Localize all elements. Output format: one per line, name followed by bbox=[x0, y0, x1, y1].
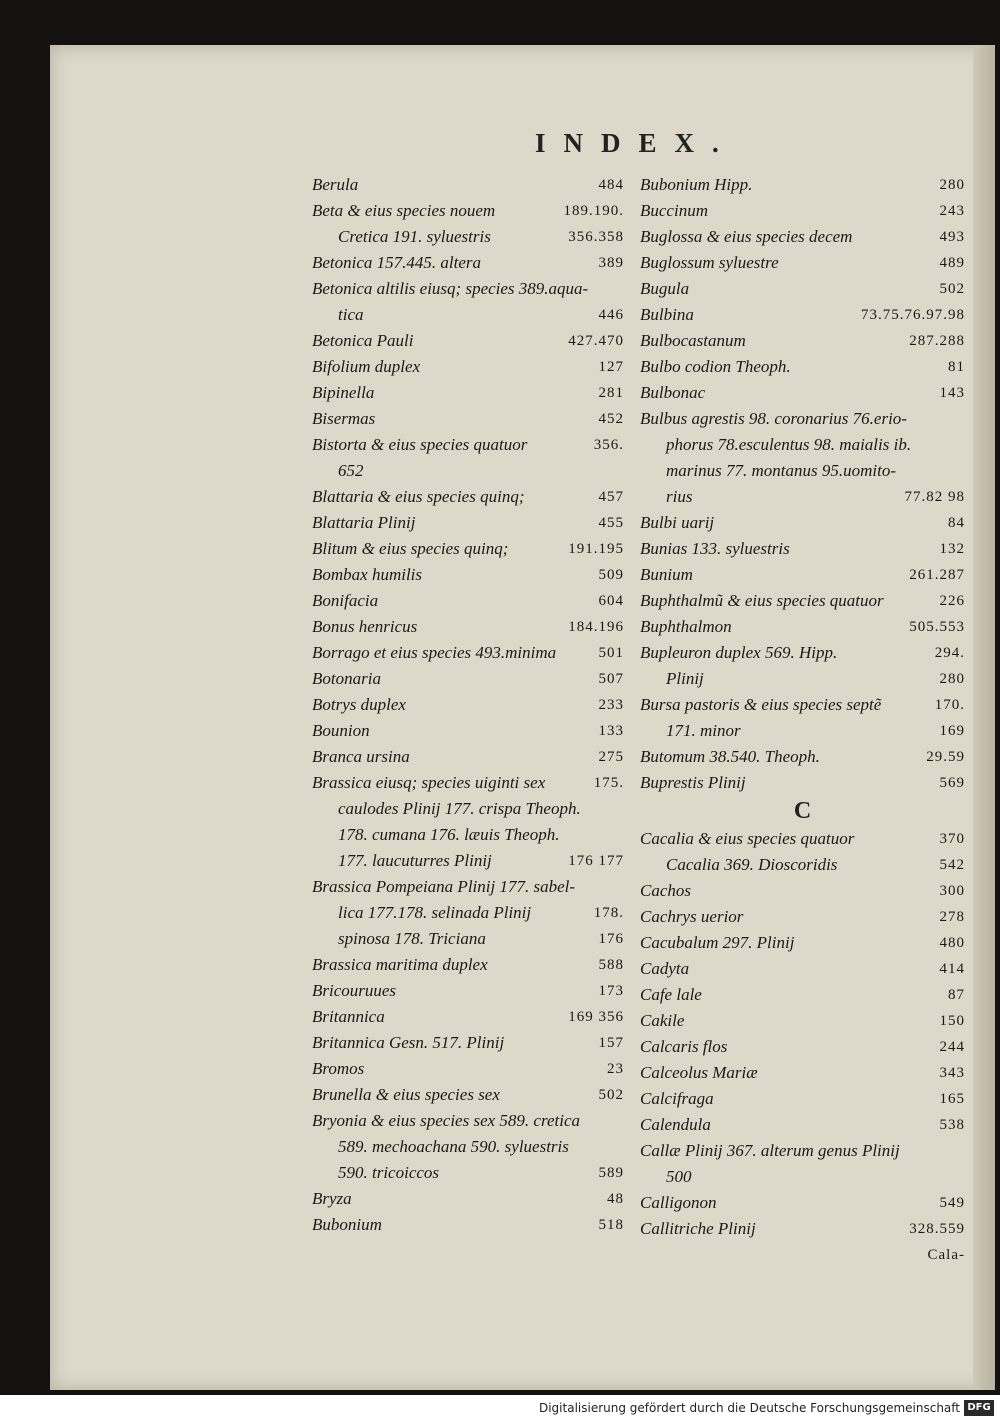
index-entry bbox=[312, 1030, 624, 1056]
entry-term: Bricouruues bbox=[312, 981, 397, 1000]
entry-term: Buglossum syluestre bbox=[640, 253, 779, 272]
entry-page-numbers: 493 bbox=[939, 229, 965, 245]
entry-page-numbers: 133 bbox=[598, 723, 624, 739]
entry-page-numbers: 446 bbox=[598, 307, 624, 323]
entry-page-numbers: 604 bbox=[598, 593, 624, 609]
entry-term: Calligonon bbox=[640, 1193, 717, 1212]
index-entry bbox=[640, 744, 965, 770]
index-entry bbox=[312, 250, 624, 276]
entry-term: Calcaris flos bbox=[640, 1037, 728, 1056]
entry-term: Buglossa & eius species decem bbox=[640, 227, 853, 246]
entry-page-numbers: 489 bbox=[939, 255, 965, 271]
index-entry bbox=[640, 354, 965, 380]
entry-page-numbers: 509 bbox=[598, 567, 624, 583]
entry-page-numbers: 484 bbox=[598, 177, 624, 193]
index-entry bbox=[640, 1216, 965, 1242]
index-entry bbox=[312, 796, 624, 822]
index-entry bbox=[640, 536, 965, 562]
entry-term: Bulbocastanum bbox=[640, 331, 746, 350]
entry-term: Buphthalmon bbox=[640, 617, 732, 636]
entry-page-numbers: 48 bbox=[607, 1191, 624, 1207]
index-entry bbox=[640, 484, 965, 510]
entry-page-numbers: 538 bbox=[939, 1117, 965, 1133]
entry-term: tica bbox=[338, 305, 364, 324]
index-entry bbox=[640, 328, 965, 354]
entry-page-numbers: 427.470 bbox=[568, 333, 624, 349]
entry-term: Betonica Pauli bbox=[312, 331, 414, 350]
index-entry bbox=[312, 1134, 624, 1160]
entry-page-numbers: 243 bbox=[939, 203, 965, 219]
entry-term: Cacalia & eius species quatuor bbox=[640, 829, 855, 848]
entry-term: 171. minor bbox=[666, 721, 741, 740]
entry-term: Blattaria & eius species quinq; bbox=[312, 487, 525, 506]
entry-term: Cachrys uerior bbox=[640, 907, 744, 926]
entry-page-numbers: 480 bbox=[939, 935, 965, 951]
entry-page-numbers: 261.287 bbox=[909, 567, 965, 583]
entry-page-numbers: 23 bbox=[607, 1061, 624, 1077]
entry-term: Betonica 157.445. altera bbox=[312, 253, 482, 272]
entry-page-numbers: 170. bbox=[934, 697, 965, 713]
index-entry bbox=[312, 458, 624, 484]
entry-page-numbers: 328.559 bbox=[909, 1221, 965, 1237]
index-entry bbox=[640, 826, 965, 852]
index-entry bbox=[312, 328, 624, 354]
entry-term: rius bbox=[666, 487, 693, 506]
index-entry bbox=[312, 536, 624, 562]
entry-term: Bulbo codion Theoph. bbox=[640, 357, 791, 376]
index-entry bbox=[312, 224, 624, 250]
entry-term: 177. laucuturres Plinij bbox=[338, 851, 492, 870]
entry-page-numbers: 29.59 bbox=[926, 749, 965, 765]
entry-page-numbers: Cala- bbox=[927, 1247, 965, 1263]
entry-page-numbers: 455 bbox=[598, 515, 624, 531]
index-entry bbox=[640, 198, 965, 224]
entry-term: Cadyta bbox=[640, 959, 690, 978]
entry-term: Blitum & eius species quinq; bbox=[312, 539, 509, 558]
index-entry bbox=[312, 406, 624, 432]
entry-term: 178. cumana 176. læuis Theoph. bbox=[338, 825, 560, 844]
index-entry bbox=[640, 1164, 965, 1190]
entry-term: Cafe lale bbox=[640, 985, 702, 1004]
index-entry bbox=[312, 744, 624, 770]
index-entry bbox=[640, 1086, 965, 1112]
index-entry bbox=[640, 770, 965, 796]
entry-term: Butomum 38.540. Theoph. bbox=[640, 747, 820, 766]
index-entry bbox=[640, 1190, 965, 1216]
entry-page-numbers: 176 177 bbox=[568, 853, 624, 869]
entry-page-numbers: 457 bbox=[598, 489, 624, 505]
entry-term: Beta & eius species nouem bbox=[312, 201, 496, 220]
entry-term: Britannica bbox=[312, 1007, 385, 1026]
index-entry bbox=[312, 1160, 624, 1186]
index-entry bbox=[640, 1112, 965, 1138]
entry-page-numbers: 169 bbox=[939, 723, 965, 739]
index-entry bbox=[640, 458, 965, 484]
entry-page-numbers: 233 bbox=[598, 697, 624, 713]
index-entry bbox=[312, 172, 624, 198]
entry-page-numbers: 287.288 bbox=[909, 333, 965, 349]
entry-page-numbers: 176 bbox=[598, 931, 624, 947]
entry-term: Bonus henricus bbox=[312, 617, 418, 636]
index-entry bbox=[312, 978, 624, 1004]
entry-term: Brunella & eius species sex bbox=[312, 1085, 500, 1104]
entry-page-numbers: 226 bbox=[939, 593, 965, 609]
index-entry bbox=[640, 982, 965, 1008]
entry-page-numbers: 549 bbox=[939, 1195, 965, 1211]
letter-heading: C bbox=[793, 798, 812, 824]
entry-term: Bugula bbox=[640, 279, 690, 298]
index-entry bbox=[312, 198, 624, 224]
entry-term: Cacalia 369. Dioscoridis bbox=[666, 855, 838, 874]
index-entry bbox=[312, 1186, 624, 1212]
entry-page-numbers: 132 bbox=[939, 541, 965, 557]
entry-term: Bubonium bbox=[312, 1215, 382, 1234]
index-entry bbox=[640, 692, 965, 718]
entry-term: Callitriche Plinij bbox=[640, 1219, 756, 1238]
entry-term: Calceolus Mariæ bbox=[640, 1063, 758, 1082]
index-entry bbox=[312, 1056, 624, 1082]
entry-term: Buphthalmũ & eius species quatuor bbox=[640, 591, 884, 610]
entry-term: Botrys duplex bbox=[312, 695, 406, 714]
entry-term: Bunium bbox=[640, 565, 693, 584]
entry-term: Bromos bbox=[312, 1059, 365, 1078]
entry-page-numbers: 157 bbox=[598, 1035, 624, 1051]
entry-page-numbers: 175. bbox=[593, 775, 624, 791]
index-entry bbox=[640, 224, 965, 250]
entry-page-numbers: 502 bbox=[939, 281, 965, 297]
funding-credit: Digitalisierung gefördert durch die Deutsche Forschungsgemeinschaft bbox=[538, 1401, 960, 1415]
index-entry bbox=[312, 1004, 624, 1030]
index-entry bbox=[640, 878, 965, 904]
index-entry bbox=[312, 614, 624, 640]
entry-page-numbers: 588 bbox=[598, 957, 624, 973]
index-entry bbox=[312, 718, 624, 744]
index-entry bbox=[640, 904, 965, 930]
entry-page-numbers: 84 bbox=[948, 515, 965, 531]
entry-term: Buprestis Plinij bbox=[640, 773, 746, 792]
index-entry bbox=[312, 1212, 624, 1238]
entry-term: Britannica Gesn. 517. Plinij bbox=[312, 1033, 505, 1052]
entry-term: Brassica maritima duplex bbox=[312, 955, 488, 974]
index-entry bbox=[312, 874, 624, 900]
entry-page-numbers: 356. bbox=[593, 437, 624, 453]
index-entry bbox=[312, 1082, 624, 1108]
entry-page-numbers: 414 bbox=[939, 961, 965, 977]
index-entry bbox=[312, 952, 624, 978]
entry-page-numbers: 370 bbox=[939, 831, 965, 847]
index-entry bbox=[312, 588, 624, 614]
entry-term: 500 bbox=[666, 1167, 692, 1186]
entry-term: Branca ursina bbox=[312, 747, 410, 766]
entry-term: Cretica 191. syluestris bbox=[338, 227, 491, 246]
entry-page-numbers: 542 bbox=[939, 857, 965, 873]
entry-page-numbers: 501 bbox=[598, 645, 624, 661]
index-entry bbox=[640, 614, 965, 640]
entry-page-numbers: 452 bbox=[598, 411, 624, 427]
index-entry bbox=[312, 354, 624, 380]
index-entry bbox=[640, 588, 965, 614]
index-entry bbox=[640, 432, 965, 458]
index-entry bbox=[640, 562, 965, 588]
entry-term: Calendula bbox=[640, 1115, 711, 1134]
entry-page-numbers: 343 bbox=[939, 1065, 965, 1081]
index-column-right bbox=[640, 172, 965, 1268]
index-entry bbox=[312, 302, 624, 328]
entry-term: Berula bbox=[312, 175, 359, 194]
index-entry bbox=[312, 692, 624, 718]
index-entry bbox=[640, 1060, 965, 1086]
entry-page-numbers: 127 bbox=[598, 359, 624, 375]
entry-page-numbers: 165 bbox=[939, 1091, 965, 1107]
entry-page-numbers: 81 bbox=[948, 359, 965, 375]
entry-term: Bombax humilis bbox=[312, 565, 423, 584]
entry-term: Bryonia & eius species sex 589. cretica bbox=[312, 1111, 580, 1130]
index-entry bbox=[312, 380, 624, 406]
entry-page-numbers: 77.82 98 bbox=[904, 489, 965, 505]
index-entry bbox=[640, 302, 965, 328]
dfg-logo: DFG bbox=[964, 1400, 994, 1416]
index-entry bbox=[640, 852, 965, 878]
entry-term: Bupleuron duplex 569. Hipp. bbox=[640, 643, 838, 662]
entry-page-numbers: 150 bbox=[939, 1013, 965, 1029]
entry-page-numbers: 173 bbox=[598, 983, 624, 999]
entry-term: Borrago et eius species 493.minima bbox=[312, 643, 557, 662]
entry-page-numbers: 143 bbox=[939, 385, 965, 401]
index-entry bbox=[312, 770, 624, 796]
entry-page-numbers: 356.358 bbox=[568, 229, 624, 245]
entry-page-numbers: 507 bbox=[598, 671, 624, 687]
entry-page-numbers: 278 bbox=[939, 909, 965, 925]
index-entry bbox=[312, 1108, 624, 1134]
index-entry bbox=[640, 666, 965, 692]
entry-term: Buccinum bbox=[640, 201, 708, 220]
index-entry bbox=[312, 926, 624, 952]
index-column-left bbox=[312, 172, 624, 1238]
index-entry bbox=[640, 718, 965, 744]
entry-term: phorus 78.esculentus 98. maialis ib. bbox=[666, 435, 912, 454]
index-entry bbox=[640, 510, 965, 536]
entry-term: Bistorta & eius species quatuor bbox=[312, 435, 528, 454]
footer-bar bbox=[0, 1395, 1000, 1423]
entry-page-numbers: 244 bbox=[939, 1039, 965, 1055]
index-entry bbox=[640, 276, 965, 302]
entry-term: lica 177.178. selinada Plinij bbox=[338, 903, 532, 922]
entry-page-numbers: 280 bbox=[939, 177, 965, 193]
entry-page-numbers: 275 bbox=[598, 749, 624, 765]
index-entry bbox=[312, 822, 624, 848]
index-entry bbox=[640, 172, 965, 198]
entry-term: Callæ Plinij 367. alterum genus Plinij bbox=[640, 1141, 900, 1160]
entry-page-numbers: 294. bbox=[934, 645, 965, 661]
index-entry bbox=[640, 1034, 965, 1060]
entry-page-numbers: 184.196 bbox=[568, 619, 624, 635]
entry-page-numbers: 569 bbox=[939, 775, 965, 791]
entry-term: Bryza bbox=[312, 1189, 352, 1208]
entry-term: Cacubalum 297. Plinij bbox=[640, 933, 795, 952]
entry-term: Bipinella bbox=[312, 383, 375, 402]
entry-term: Calcifraga bbox=[640, 1089, 714, 1108]
entry-term: Plinij bbox=[666, 669, 704, 688]
index-entry bbox=[312, 276, 624, 302]
index-entry bbox=[312, 562, 624, 588]
index-entry bbox=[312, 484, 624, 510]
page-edge bbox=[973, 45, 995, 1390]
entry-page-numbers: 589 bbox=[598, 1165, 624, 1181]
entry-term: Botonaria bbox=[312, 669, 381, 688]
entry-term: caulodes Plinij 177. crispa Theoph. bbox=[338, 799, 581, 818]
index-entry bbox=[312, 432, 624, 458]
entry-page-numbers: 178. bbox=[593, 905, 624, 921]
entry-term: marinus 77. montanus 95.uomito- bbox=[666, 461, 896, 480]
entry-page-numbers: 300 bbox=[939, 883, 965, 899]
index-entry bbox=[640, 956, 965, 982]
index-entry bbox=[640, 640, 965, 666]
entry-term: Blattaria Plinij bbox=[312, 513, 416, 532]
index-entry bbox=[312, 640, 624, 666]
index-entry bbox=[640, 406, 965, 432]
index-entry bbox=[640, 1138, 965, 1164]
index-entry bbox=[640, 1242, 965, 1268]
index-entry bbox=[312, 666, 624, 692]
entry-page-numbers: 518 bbox=[598, 1217, 624, 1233]
index-entry bbox=[312, 510, 624, 536]
entry-term: Bifolium duplex bbox=[312, 357, 421, 376]
entry-page-numbers: 189.190. bbox=[563, 203, 624, 219]
index-entry bbox=[640, 930, 965, 956]
entry-page-numbers: 169 356 bbox=[568, 1009, 624, 1025]
entry-term: Bunias 133. syluestris bbox=[640, 539, 790, 558]
entry-page-numbers: 505.553 bbox=[909, 619, 965, 635]
index-entry bbox=[640, 380, 965, 406]
entry-term: 590. tricoiccos bbox=[338, 1163, 440, 1182]
index-entry bbox=[312, 900, 624, 926]
entry-term: Bulbi uarij bbox=[640, 513, 715, 532]
entry-term: Bursa pastoris & eius species septẽ bbox=[640, 695, 882, 714]
entry-page-numbers: 73.75.76.97.98 bbox=[861, 307, 965, 323]
entry-term: Bulbus agrestis 98. coronarius 76.erio- bbox=[640, 409, 907, 428]
entry-term: Bulbonac bbox=[640, 383, 706, 402]
entry-term: Bubonium Hipp. bbox=[640, 175, 753, 194]
entry-page-numbers: 502 bbox=[598, 1087, 624, 1103]
index-entry bbox=[640, 1008, 965, 1034]
entry-term: Cachos bbox=[640, 881, 691, 900]
entry-page-numbers: 389 bbox=[598, 255, 624, 271]
entry-term: Bounion bbox=[312, 721, 370, 740]
entry-term: Brassica eiusq; species uiginti sex bbox=[312, 773, 546, 792]
entry-term: Brassica Pompeiana Plinij 177. sabel- bbox=[312, 877, 576, 896]
entry-term: 652 bbox=[338, 461, 364, 480]
entry-term: Betonica altilis eiusq; species 389.aqua- bbox=[312, 279, 589, 298]
entry-term: Bulbina bbox=[640, 305, 694, 324]
page-header: INDEX. bbox=[535, 128, 737, 158]
entry-page-numbers: 281 bbox=[598, 385, 624, 401]
entry-page-numbers: 191.195 bbox=[568, 541, 624, 557]
entry-term: Cakile bbox=[640, 1011, 685, 1030]
entry-term: 589. mechoachana 590. syluestris bbox=[338, 1137, 569, 1156]
entry-page-numbers: 87 bbox=[948, 987, 965, 1003]
entry-term: spinosa 178. Triciana bbox=[338, 929, 486, 948]
index-entry bbox=[640, 250, 965, 276]
entry-term: Bonifacia bbox=[312, 591, 379, 610]
index-entry bbox=[312, 848, 624, 874]
entry-term: Bisermas bbox=[312, 409, 376, 428]
entry-page-numbers: 280 bbox=[939, 671, 965, 687]
